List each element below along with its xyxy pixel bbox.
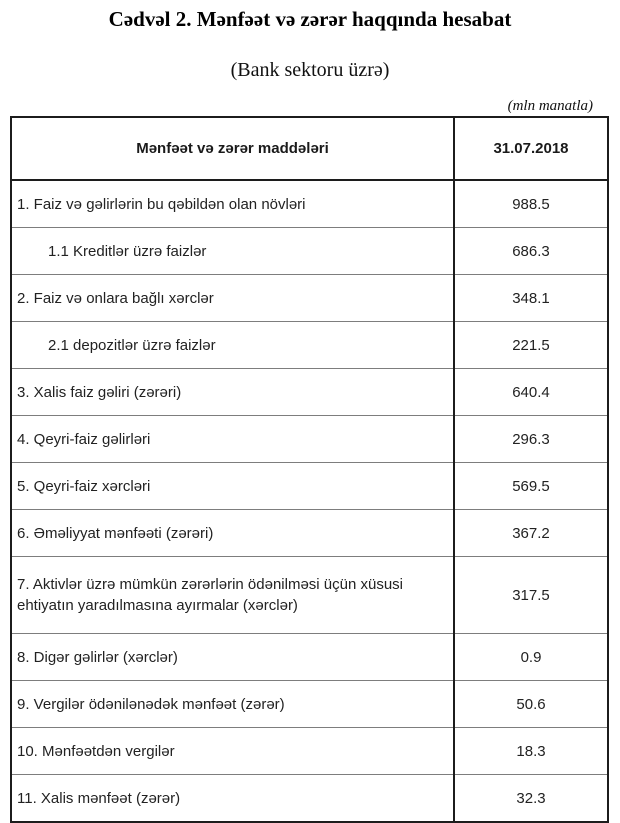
row-value: 640.4 (454, 369, 608, 416)
table-row (11, 463, 608, 510)
row-value: 18.3 (454, 728, 608, 775)
date-column-header: 31.07.2018 (454, 117, 608, 180)
table-row (11, 416, 608, 463)
row-label: 6. Əməliyyat mənfəəti (zərəri) (11, 510, 454, 557)
row-label: 7. Aktivlər üzrə mümkün zərərlərin ödənilməsi üçün xüsusi ehtiyatın yaradılmasına ayırmalar (xərclər) (11, 557, 454, 634)
profit-loss-table (10, 116, 609, 823)
row-label: 4. Qeyri-faiz gəlirləri (11, 416, 454, 463)
table-header-row (11, 117, 608, 180)
row-label: 3. Xalis faiz gəliri (zərəri) (11, 369, 454, 416)
report-title: Cədvəl 2. Mənfəət və zərər haqqında hesabat (108, 7, 512, 31)
table-row (11, 634, 608, 681)
row-value: 32.3 (454, 775, 608, 823)
table-row (11, 728, 608, 775)
row-value: 367.2 (454, 510, 608, 557)
row-label: 11. Xalis mənfəət (zərər) (11, 775, 454, 823)
row-label: 8. Digər gəlirlər (xərclər) (11, 634, 454, 681)
row-label: 5. Qeyri-faiz xərcləri (11, 463, 454, 510)
items-column-header: Mənfəət və zərər maddələri (11, 117, 454, 180)
row-value: 296.3 (454, 416, 608, 463)
row-label: 10. Mənfəətdən vergilər (11, 728, 454, 775)
row-value: 348.1 (454, 275, 608, 322)
report-subtitle: (Bank sektoru üzrə) (230, 59, 390, 81)
row-value: 988.5 (454, 180, 608, 228)
table-body (11, 180, 608, 822)
row-value: 317.5 (454, 557, 608, 634)
row-label: 1.1 Kreditlər üzrə faizlər (11, 228, 454, 275)
row-value: 569.5 (454, 463, 608, 510)
table-row (11, 228, 608, 275)
row-value: 50.6 (454, 681, 608, 728)
table-row (11, 681, 608, 728)
table-row (11, 180, 608, 228)
table-row (11, 510, 608, 557)
row-label: 1. Faiz və gəlirlərin bu qəbildən olan növləri (11, 180, 454, 228)
row-label: 2.1 depozitlər üzrə faizlər (11, 322, 454, 369)
table-row (11, 322, 608, 369)
table-row (11, 557, 608, 634)
row-value: 0.9 (454, 634, 608, 681)
row-label: 2. Faiz və onlara bağlı xərclər (11, 275, 454, 322)
table-row (11, 775, 608, 823)
row-value: 221.5 (454, 322, 608, 369)
unit-note: (mln manatla) (507, 98, 593, 114)
table-row (11, 369, 608, 416)
row-value: 686.3 (454, 228, 608, 275)
row-label: 9. Vergilər ödənilənədək mənfəət (zərər) (11, 681, 454, 728)
table-row (11, 275, 608, 322)
